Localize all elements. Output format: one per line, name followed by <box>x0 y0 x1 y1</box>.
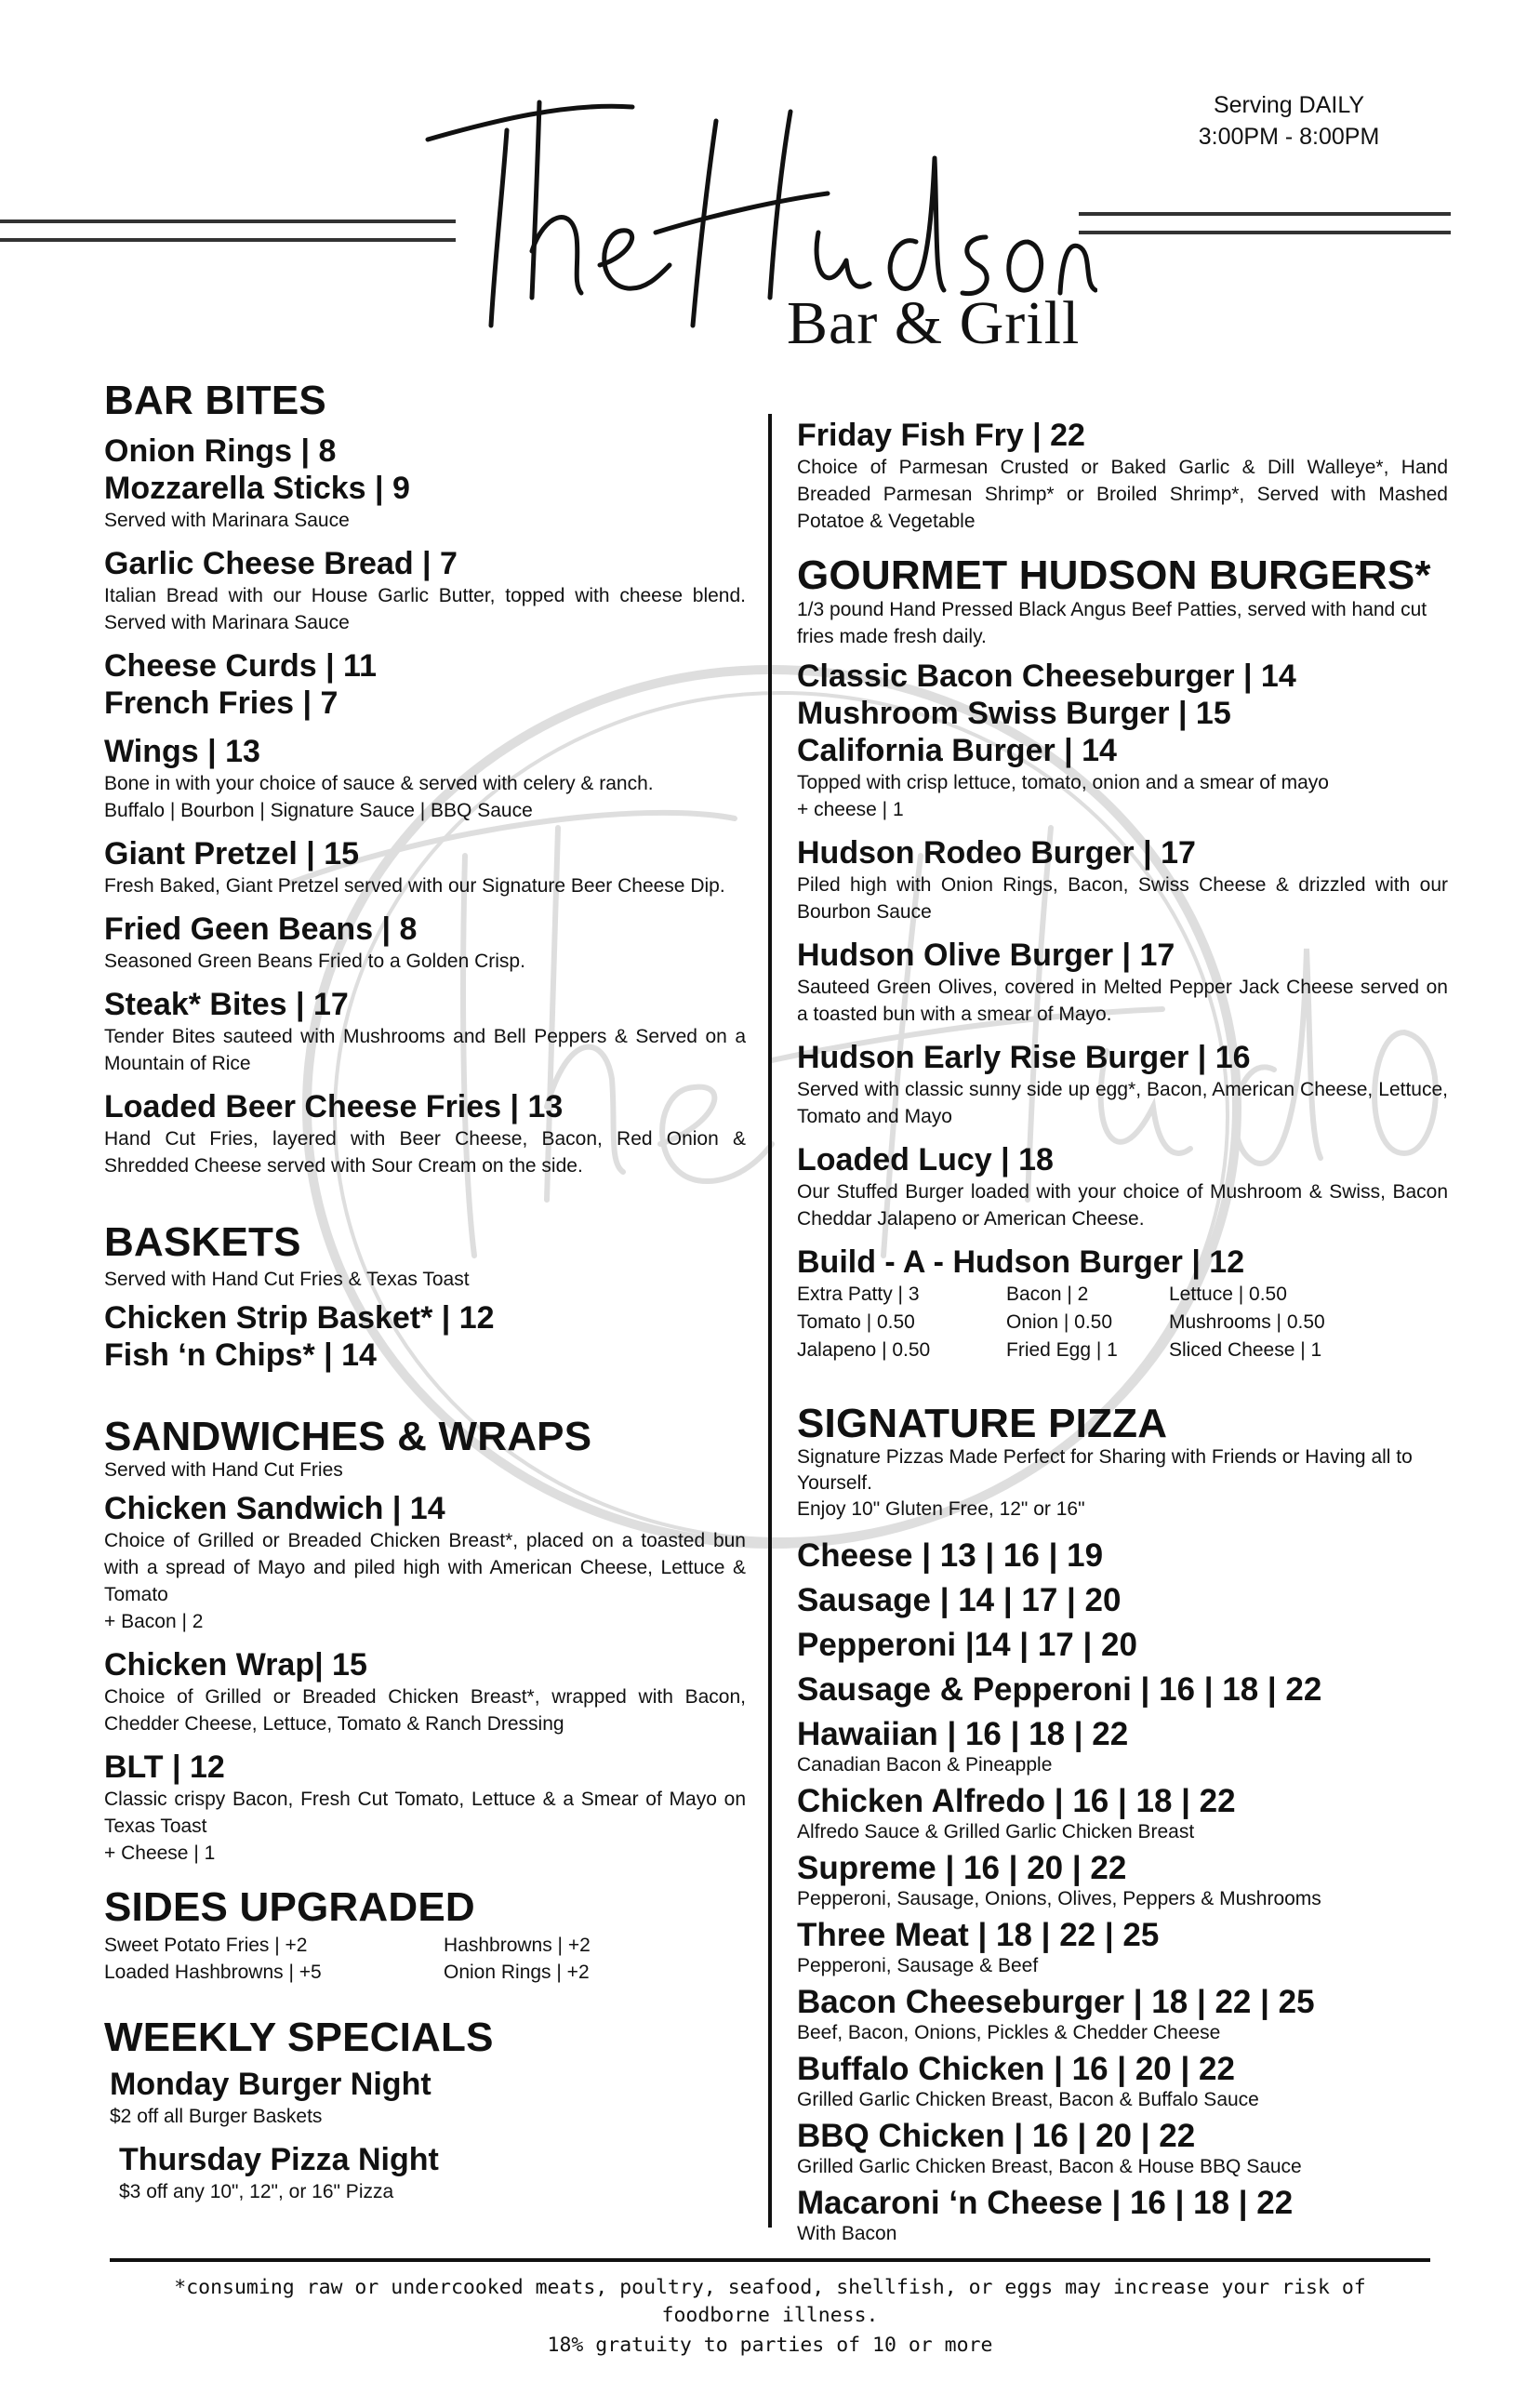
menu-item <box>797 658 1448 695</box>
item-name: Build - A - Hudson Burger | 12 <box>797 1244 1245 1280</box>
item-name: Friday Fish Fry | 22 <box>797 418 1085 453</box>
item-name: Chicken Strip Basket* | 12 <box>104 1300 495 1336</box>
item-name: Classic Bacon Cheeseburger | 14 <box>797 658 1296 694</box>
item-name: Hudson Rodeo Burger | 17 <box>797 835 1196 871</box>
menu-item <box>104 1299 746 1337</box>
item-desc: Bone in with your choice of sauce & served with celery & ranch. <box>104 773 654 794</box>
menu-item <box>104 545 746 636</box>
item-name: Three Meat | 18 | 22 | 25 <box>797 1917 1160 1953</box>
special-desc: $3 off any 10", 12", or 16" Pizza <box>119 2181 394 2202</box>
menu-item <box>104 733 746 824</box>
menu-item <box>104 1490 746 1635</box>
header-rule-right-bottom <box>1079 231 1451 234</box>
item-desc: Classic crispy Bacon, Fresh Cut Tomato, Lettuce & a Smear of Mayo on Texas Toast <box>104 1789 746 1837</box>
pizza-item <box>797 2048 1448 2111</box>
section-title-weekly-specials: WEEKLY SPECIALS <box>104 2015 494 2060</box>
serving-time: 3:00PM - 8:00PM <box>1198 124 1380 150</box>
item-desc: Beef, Bacon, Onions, Pickles & Chedder Cheese <box>797 2022 1221 2043</box>
pizza-item <box>797 1713 1448 1776</box>
item-desc: Grilled Garlic Chicken Breast, Bacon & House BBQ Sauce <box>797 2156 1302 2177</box>
menu-item <box>797 695 1448 732</box>
pizza-list <box>797 1535 1448 2245</box>
item-desc: Seasoned Green Beans Fried to a Golden Crisp. <box>104 951 525 972</box>
special-name: Monday Burger Night <box>110 2067 431 2102</box>
item-addon: + Cheese | 1 <box>104 1842 216 1864</box>
item-desc: Pepperoni, Sausage, Onions, Olives, Peppers & Mushrooms <box>797 1888 1321 1909</box>
footer-divider <box>110 2258 1430 2262</box>
special-item <box>110 2066 746 2130</box>
logo-subtitle: Bar & Grill <box>787 289 1081 357</box>
pizza-item <box>797 1535 1448 1577</box>
item-addon: + cheese | 1 <box>797 799 904 820</box>
special-desc: $2 off all Burger Baskets <box>110 2106 323 2127</box>
item-name: Macaroni ‘n Cheese | 16 | 18 | 22 <box>797 2185 1294 2221</box>
section-title-bar-bites: BAR BITES <box>104 378 326 423</box>
menu-item <box>104 470 746 534</box>
item-name: Mushroom Swiss Burger | 15 <box>797 696 1231 731</box>
menu-item <box>104 1749 746 1867</box>
left-column <box>104 377 746 2216</box>
section-note: 1/3 pound Hand Pressed Black Angus Beef Patties, served with hand cut fries made fresh daily. <box>797 599 1427 647</box>
pizza-item <box>797 1914 1448 1977</box>
item-name: Cheese | 13 | 16 | 19 <box>797 1537 1104 1574</box>
item-name: BLT | 12 <box>104 1749 225 1785</box>
build-option: Tomato | 0.50 <box>797 1311 915 1333</box>
serving-hours <box>1168 89 1410 153</box>
menu-item <box>797 834 1448 925</box>
build-option: Onion | 0.50 <box>1006 1311 1113 1333</box>
menu-item <box>104 835 746 899</box>
item-desc: Choice of Grilled or Breaded Chicken Breast*, wrapped with Bacon, Chedder Cheese, Lettuce, Tomato & Ranch Dressing <box>104 1686 746 1735</box>
item-name: Hudson Early Rise Burger | 16 <box>797 1040 1251 1075</box>
item-desc: Grilled Garlic Chicken Breast, Bacon & Buffalo Sauce <box>797 2089 1259 2110</box>
item-name: Mozzarella Sticks | 9 <box>104 471 410 506</box>
side-item: Sweet Potato Fries | +2 <box>104 1935 308 1956</box>
side-item: Loaded Hashbrowns | +5 <box>104 1962 322 1983</box>
menu-item-fish-fry <box>797 417 1448 535</box>
side-item: Hashbrowns | +2 <box>444 1935 591 1956</box>
build-option: Fried Egg | 1 <box>1006 1339 1118 1361</box>
item-addon: + Bacon | 2 <box>104 1611 204 1632</box>
menu-item <box>797 1039 1448 1130</box>
right-column <box>797 417 1448 2245</box>
item-name: Sausage & Pepperoni | 16 | 18 | 22 <box>797 1671 1322 1708</box>
item-desc: Served with classic sunny side up egg*, Bacon, American Cheese, Lettuce, Tomato and Mayo <box>797 1079 1448 1127</box>
footer-disclaimer-cont: foodborne illness. <box>661 2304 879 2327</box>
section-note: Enjoy 10" Gluten Free, 12" or 16" <box>797 1498 1085 1520</box>
item-name: Cheese Curds | 11 <box>104 648 377 684</box>
build-option: Sliced Cheese | 1 <box>1169 1339 1322 1361</box>
item-name: Buffalo Chicken | 16 | 20 | 22 <box>797 2051 1235 2087</box>
menu-item <box>104 911 746 975</box>
menu-item <box>104 1337 746 1374</box>
special-item <box>119 2141 746 2205</box>
sides-list <box>104 1932 746 1986</box>
header-rule-left-top <box>0 219 456 223</box>
item-name: BBQ Chicken | 16 | 20 | 22 <box>797 2118 1196 2154</box>
build-option: Lettuce | 0.50 <box>1169 1284 1287 1305</box>
item-desc: Hand Cut Fries, layered with Beer Cheese, Bacon, Red Onion & Shredded Cheese served with Sour Cream on the side. <box>104 1128 746 1177</box>
item-desc: With Bacon <box>797 2223 897 2244</box>
serving-label: Serving DAILY <box>1213 92 1365 118</box>
item-desc: Our Stuffed Burger loaded with your choice of Mushroom & Swiss, Bacon Cheddar Jalapeno or American Cheese. <box>797 1181 1448 1230</box>
item-name: California Burger | 14 <box>797 733 1117 768</box>
item-desc: Fresh Baked, Giant Pretzel served with our Signature Beer Cheese Dip. <box>104 875 725 897</box>
item-name: Wings | 13 <box>104 734 260 769</box>
build-option: Bacon | 2 <box>1006 1284 1089 1305</box>
build-option: Mushrooms | 0.50 <box>1169 1311 1325 1333</box>
section-note: Served with Hand Cut Fries & Texas Toast <box>104 1269 470 1290</box>
build-option: Extra Patty | 3 <box>797 1284 920 1305</box>
item-name: Loaded Lucy | 18 <box>797 1142 1054 1177</box>
item-name: Fish ‘n Chips* | 14 <box>104 1337 377 1373</box>
menu-item <box>797 1244 1448 1364</box>
menu-item <box>104 647 746 685</box>
item-desc: Italian Bread with our House Garlic Butter, topped with cheese blend. Served with Marinara Sauce <box>104 585 746 633</box>
pizza-item <box>797 1669 1448 1711</box>
item-name: Supreme | 16 | 20 | 22 <box>797 1850 1127 1886</box>
section-title-burgers: GOURMET HUDSON BURGERS* <box>797 552 1431 598</box>
item-name: Chicken Sandwich | 14 <box>104 1491 445 1526</box>
header-rule-right-top <box>1079 212 1451 216</box>
item-name: Hudson Olive Burger | 17 <box>797 938 1175 973</box>
section-note: Signature Pizzas Made Perfect for Sharing with Friends or Having all to Yourself. <box>797 1446 1413 1494</box>
item-name: Bacon Cheeseburger | 18 | 22 | 25 <box>797 1984 1315 2020</box>
item-desc: Canadian Bacon & Pineapple <box>797 1754 1053 1776</box>
item-desc: Pepperoni, Sausage & Beef <box>797 1955 1039 1976</box>
menu-item <box>797 1141 1448 1232</box>
item-name: Onion Rings | 8 <box>104 433 337 469</box>
build-option: Jalapeno | 0.50 <box>797 1339 931 1361</box>
item-name: Chicken Alfredo | 16 | 18 | 22 <box>797 1783 1236 1819</box>
item-desc: Choice of Parmesan Crusted or Baked Garlic & Dill Walleye*, Hand Breaded Parmesan Shrimp* or Broiled Shrimp*, Served with Mashed Potatoe & Vegetable <box>797 457 1448 532</box>
pizza-item <box>797 1847 1448 1910</box>
item-options: Buffalo | Bourbon | Signature Sauce | BBQ Sauce <box>104 800 533 821</box>
pizza-item <box>797 1981 1448 2044</box>
section-title-baskets: BASKETS <box>104 1219 301 1265</box>
item-desc: Sauteed Green Olives, covered in Melted Pepper Jack Cheese served on a toasted bun with a smear of Mayo. <box>797 977 1448 1025</box>
item-desc: Piled high with Onion Rings, Bacon, Swiss Cheese & drizzled with our Bourbon Sauce <box>797 874 1448 923</box>
item-name: Steak* Bites | 17 <box>104 987 349 1022</box>
side-item: Onion Rings | +2 <box>444 1962 590 1983</box>
item-desc: Topped with crisp lettuce, tomato, onion and a smear of mayo <box>797 772 1329 793</box>
column-divider <box>768 414 772 2228</box>
item-name: French Fries | 7 <box>104 685 339 721</box>
menu-item <box>104 685 746 722</box>
build-options <box>797 1281 1448 1364</box>
special-name: Thursday Pizza Night <box>119 2142 439 2177</box>
pizza-item <box>797 1624 1448 1667</box>
item-desc: Choice of Grilled or Breaded Chicken Breast*, placed on a toasted bun with a spread of Mayo and piled high with American Cheese, Lettuce & Tomato <box>104 1530 746 1605</box>
item-name: Hawaiian | 16 | 18 | 22 <box>797 1716 1129 1752</box>
section-title-sandwiches: SANDWICHES & WRAPS <box>104 1414 592 1459</box>
menu-item <box>104 1088 746 1179</box>
footer-gratuity: 18% gratuity to parties of 10 or more <box>547 2334 993 2357</box>
menu-item <box>104 986 746 1077</box>
item-name: Garlic Cheese Bread | 7 <box>104 546 458 581</box>
section-title-pizza: SIGNATURE PIZZA <box>797 1401 1168 1446</box>
item-desc: Served with Marinara Sauce <box>104 510 350 531</box>
header-rule-left-bottom <box>0 238 456 242</box>
menu-item <box>797 732 1448 823</box>
pizza-item <box>797 2115 1448 2178</box>
menu-item <box>104 432 746 470</box>
footer-disclaimer: *consuming raw or undercooked meats, poultry, seafood, shellfish, or eggs may increase your risk of <box>174 2276 1366 2299</box>
item-name: Loaded Beer Cheese Fries | 13 <box>104 1089 564 1124</box>
pizza-item <box>797 1579 1448 1622</box>
menu-item <box>104 1646 746 1737</box>
item-desc: Tender Bites sauteed with Mushrooms and Bell Peppers & Served on a Mountain of Rice <box>104 1026 746 1074</box>
pizza-item <box>797 2182 1448 2245</box>
section-title-sides: SIDES UPGRADED <box>104 1884 475 1930</box>
item-name: Fried Geen Beans | 8 <box>104 911 418 947</box>
menu-item <box>797 937 1448 1028</box>
item-name: Pepperoni |14 | 17 | 20 <box>797 1627 1137 1663</box>
item-name: Giant Pretzel | 15 <box>104 836 360 871</box>
item-name: Chicken Wrap| 15 <box>104 1647 367 1683</box>
pizza-item <box>797 1780 1448 1843</box>
item-desc: Alfredo Sauce & Grilled Garlic Chicken Breast <box>797 1821 1195 1842</box>
section-note: Served with Hand Cut Fries <box>104 1459 343 1481</box>
item-name: Sausage | 14 | 17 | 20 <box>797 1582 1122 1618</box>
